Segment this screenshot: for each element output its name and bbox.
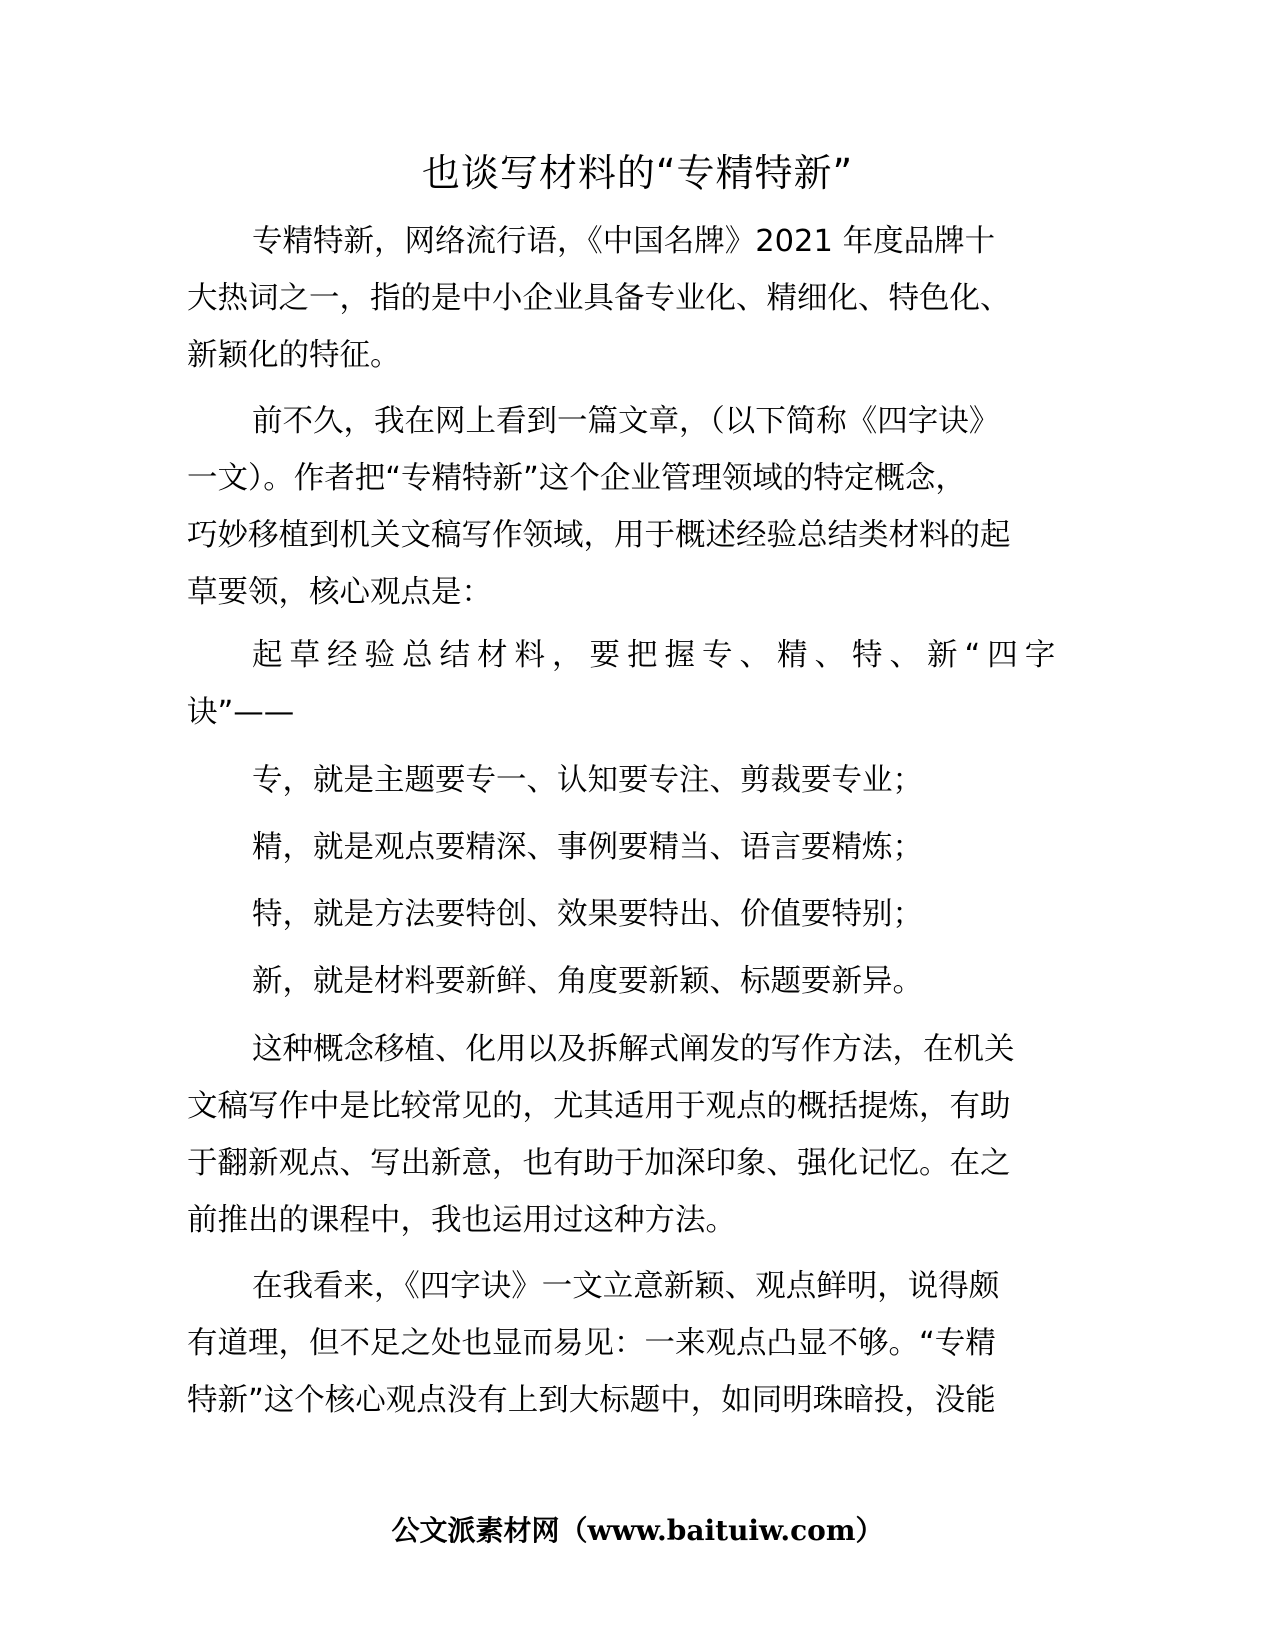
- body-line: 有道理，但不足之处也显而易见：一来观点凸显不够。“专精: [187, 1326, 996, 1361]
- body-line: 专，就是主题要专一、认知要专注、剪裁要专业；: [252, 763, 923, 798]
- body-line: 前不久，我在网上看到一篇文章，（以下简称《四字诀》: [252, 404, 1000, 439]
- footer-watermark: 公文派素材网（www.baituiw.com）: [391, 1514, 884, 1547]
- body-line: 精，就是观点要精深、事例要精当、语言要精炼；: [252, 830, 923, 865]
- body-line: 草要领，核心观点是：: [187, 575, 492, 610]
- body-line: 新颖化的特征。: [187, 338, 401, 373]
- body-line: 一文）。作者把“专精特新”这个企业管理领域的特定概念，: [187, 461, 966, 496]
- body-line: 诀”——: [187, 695, 295, 730]
- body-line: 前推出的课程中，我也运用过这种方法。: [187, 1203, 736, 1238]
- body-line: 大热词之一，指的是中小企业具备专业化、精细化、特色化、: [187, 281, 1011, 316]
- body-line: 起草经验总结材料，要把握专、精、特、新“四字: [252, 638, 1063, 673]
- body-line: 文稿写作中是比较常见的，尤其适用于观点的概括提炼，有助: [187, 1089, 1011, 1124]
- body-line: 在我看来，《四字诀》一文立意新颖、观点鲜明，说得颇: [252, 1269, 1000, 1304]
- body-line: 特，就是方法要特创、效果要特出、价值要特别；: [252, 897, 923, 932]
- document-title: 也谈写材料的“专精特新”: [421, 151, 854, 195]
- body-line: 这种概念移植、化用以及拆解式阐发的写作方法，在机关: [252, 1032, 1015, 1067]
- body-line: 专精特新，网络流行语，《中国名牌》2021 年度品牌十: [252, 224, 996, 259]
- body-line: 特新”这个核心观点没有上到大标题中，如同明珠暗投，没能: [187, 1383, 996, 1418]
- body-line: 于翻新观点、写出新意，也有助于加深印象、强化记忆。在之: [187, 1146, 1011, 1181]
- body-line: 巧妙移植到机关文稿写作领域，用于概述经验总结类材料的起: [187, 518, 1011, 553]
- body-line: 新，就是材料要新鲜、角度要新颖、标题要新异。: [252, 964, 923, 999]
